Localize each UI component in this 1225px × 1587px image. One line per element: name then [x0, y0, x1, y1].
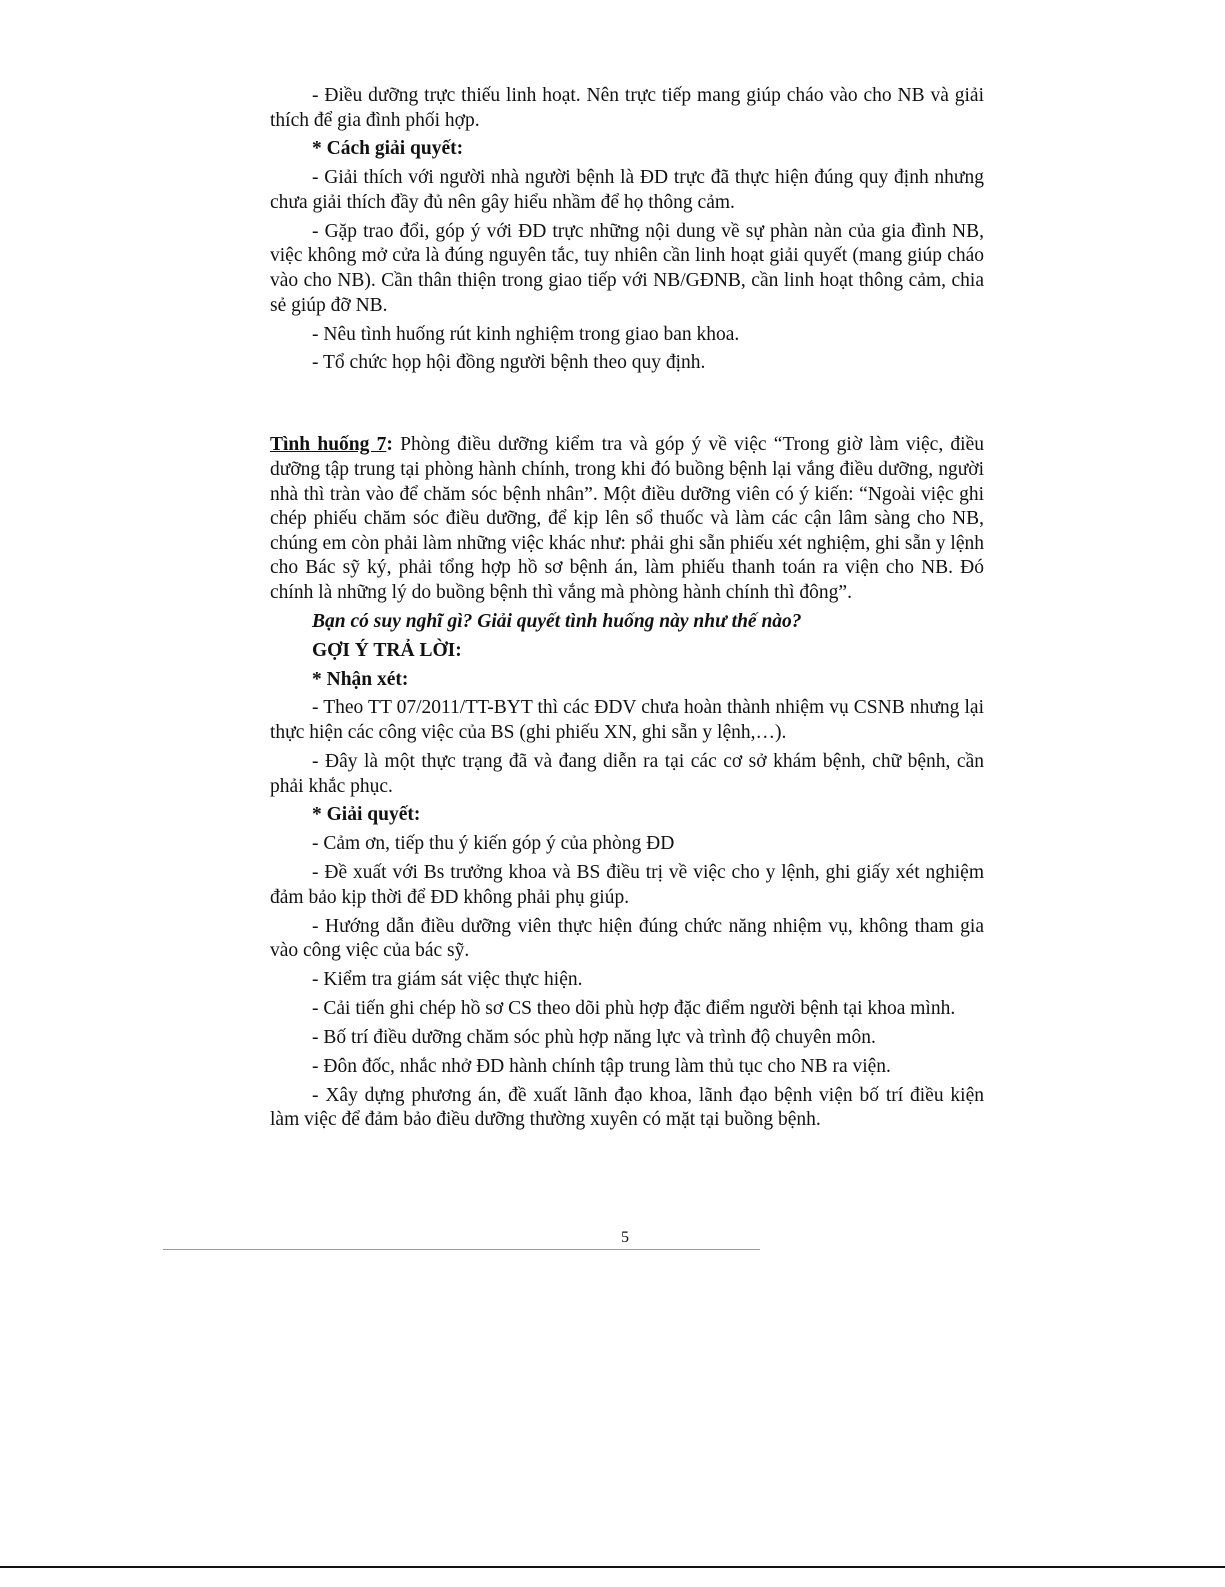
paragraph: - Kiểm tra giám sát việc thực hiện. — [312, 969, 583, 991]
paragraph: - Xây dựng phương án, đề xuất lãnh đạo khoa, lãnh đạo bệnh viện bố trí điều kiện làm việc để đảm bảo điều dưỡng thường xuyên có mặt tại buồng bệnh. — [270, 1084, 984, 1131]
paragraph: - Nêu tình huống rút kinh nghiệm trong giao ban khoa. — [312, 323, 740, 345]
paragraph: - Theo TT 07/2011/TT-BYT thì các ĐDV chưa hoàn thành nhiệm vụ CSNB nhưng lại thực hiện các công việc của BS (ghi phiếu XN, ghi sẵn y lệnh,…). — [270, 697, 984, 744]
paragraph: - Đôn đốc, nhắc nhở ĐD hành chính tập trung làm thủ tục cho NB ra viện. — [312, 1055, 891, 1077]
answer-heading: GỢI Ý TRẢ LỜI: — [312, 639, 462, 661]
situation-label: Tình huống 7 — [270, 434, 387, 456]
situation-text: Phòng điều dưỡng kiểm tra và góp ý về việc “Trong giờ làm việc, điều dưỡng tập trung tại phòng hành chính, trong khi đó buồng bệnh lại vắng điều dưỡng, người nhà thì tràn vào để chăm sóc bệnh nhân”. Một điều dưỡng viên có ý kiến: “Ngoài việc ghi chép phiếu chăm sóc điều dưỡng, để kịp lên sổ thuốc và làm các cận lâm sàng cho NB, chúng em còn phải làm những việc khác như: phải ghi sẵn phiếu xét nghiệm, ghi sẵn y lệnh cho Bác sỹ ký, phải tổng hợp hồ sơ bệnh án, làm phiếu thanh toán ra viện cho NB. Đó chính là những lý do buồng bệnh thì vắng mà phòng hành chính thì đông”. — [270, 434, 984, 603]
paragraph: - Giải thích với người nhà người bệnh là ĐD trực đã thực hiện đúng quy định nhưng chưa giải thích đầy đủ nên gây hiểu nhầm để họ thông cảm. — [270, 167, 984, 213]
situation-colon: : — [386, 434, 393, 456]
paragraph: - Cảm ơn, tiếp thu ý kiến góp ý của phòng ĐD — [312, 833, 675, 855]
document-body — [270, 84, 984, 1137]
solution-heading: * Giải quyết: — [312, 804, 421, 826]
paragraph: - Gặp trao đổi, góp ý với ĐD trực những nội dung về sự phàn nàn của gia đình NB, việc không mở cửa là đúng nguyên tắc, tuy nhiên cần linh hoạt giải quyết (mang giúp cháo vào cho NB). Cần thân thiện trong giao tiếp với NB/GĐNB, cần linh hoạt thông cảm, chia sẻ giúp đỡ NB. — [270, 220, 984, 316]
situation-paragraph — [270, 433, 984, 605]
footer-divider — [163, 1249, 760, 1250]
paragraph: - Hướng dẫn điều dưỡng viên thực hiện đúng chức năng nhiệm vụ, không tham gia vào công việc của bác sỹ. — [270, 915, 984, 962]
paragraph: - Bố trí điều dưỡng chăm sóc phù hợp năng lực và trình độ chuyên môn. — [312, 1026, 876, 1048]
paragraph: - Điều dưỡng trực thiếu linh hoạt. Nên trực tiếp mang giúp cháo vào cho NB và giải thích để gia đình phối hợp. — [270, 85, 984, 131]
section-spacer — [270, 380, 984, 433]
page-bottom-border — [0, 1566, 1225, 1587]
page-number: 5 — [621, 1229, 629, 1246]
solution-heading-a: * Cách giải quyết: — [312, 138, 464, 160]
paragraph: - Tổ chức họp hội đồng người bệnh theo quy định. — [312, 352, 706, 374]
remark-heading: * Nhận xét: — [312, 668, 409, 690]
paragraph: - Đề xuất với Bs trưởng khoa và BS điều trị về việc cho y lệnh, ghi giấy xét nghiệm đảm bảo kịp thời để ĐD không phải phụ giúp. — [270, 862, 984, 908]
paragraph: - Cải tiến ghi chép hồ sơ CS theo dõi phù hợp đặc điểm người bệnh tại khoa mình. — [312, 998, 956, 1020]
question: Bạn có suy nghĩ gì? Giải quyết tình huống này như thế nào? — [312, 610, 802, 632]
paragraph: - Đây là một thực trạng đã và đang diễn ra tại các cơ sở khám bệnh, chữ bệnh, cần phải khắc phục. — [270, 750, 984, 797]
